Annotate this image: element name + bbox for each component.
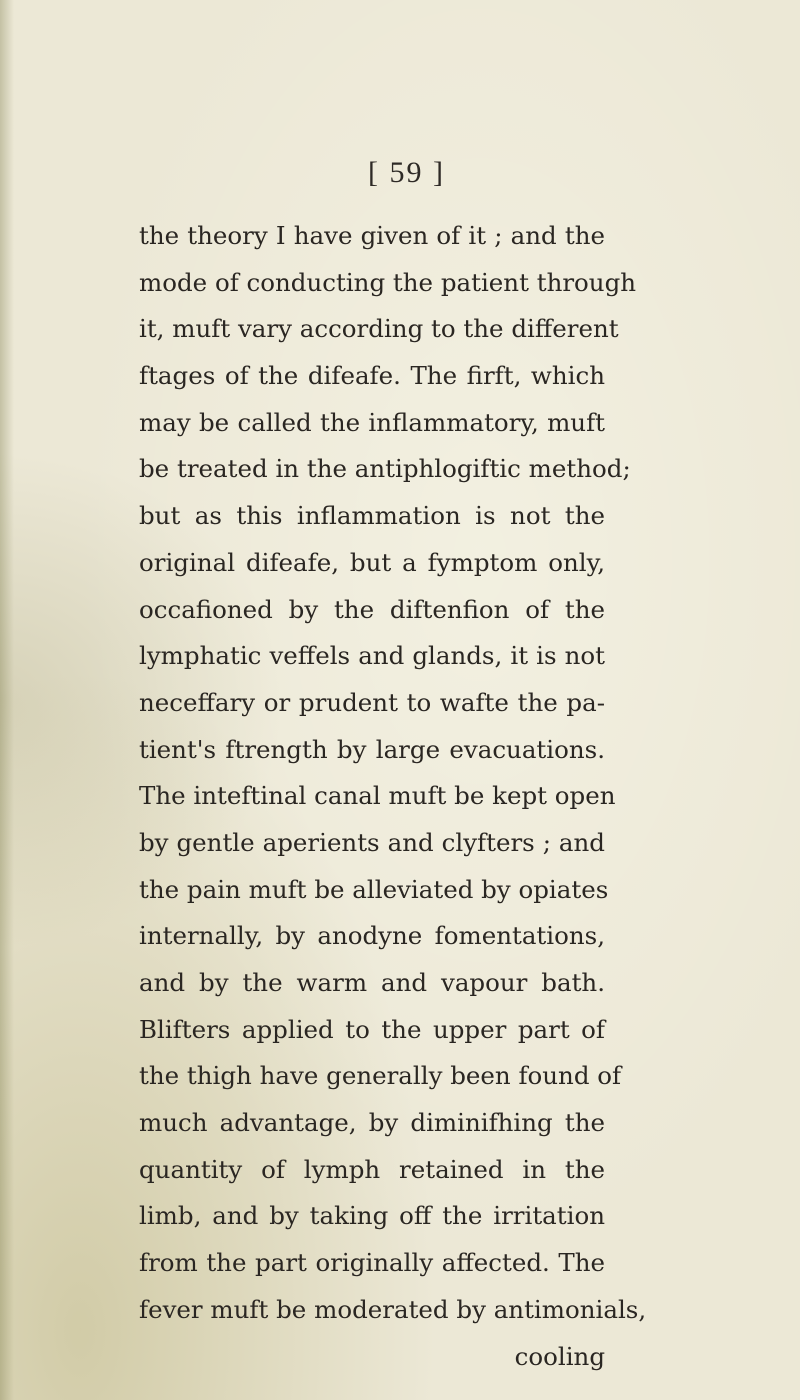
text-line: original difeafe, but a fymptom only, — [139, 547, 605, 577]
text-line: be treated in the antiphlogiftic method; — [139, 454, 631, 484]
text-line: but as this inflammation is not the — [139, 501, 605, 531]
text-line: occafioned by the diftenfion of the — [139, 594, 605, 624]
text-line: the pain muft be alleviated by opiates — [139, 874, 609, 904]
text-line: may be called the inflammatory, muft — [139, 407, 605, 437]
text-line: quantity of lymph retained in the — [139, 1154, 605, 1184]
text-line: the theory I have given of it ; and the — [139, 221, 605, 250]
text-line: and by the warm and vapour bath. — [139, 968, 605, 997]
body-text — [139, 213, 647, 1380]
page-edge-shadow — [0, 0, 14, 1400]
text-line: much advantage, by diminifhing the — [139, 1108, 605, 1138]
text-line: fever muft be moderated by antimonials, — [139, 1294, 647, 1324]
text-line: it, muft vary according to the different — [139, 314, 619, 344]
catchword: cooling — [514, 1341, 605, 1371]
text-line: The inteftinal canal muft be kept open — [139, 781, 616, 811]
text-line: from the part originally affected. The — [139, 1248, 605, 1278]
text-line: by gentle aperients and clyfters ; and — [139, 827, 605, 857]
text-line: internally, by anodyne fomentations, — [139, 921, 605, 951]
text-line: limb, and by taking off the irritation — [139, 1201, 605, 1231]
text-line: lymphatic veffels and glands, it is not — [139, 641, 605, 671]
page-number-header: [ 59 ] — [368, 156, 445, 189]
text-line: neceffary or prudent to wafte the pa- — [139, 687, 605, 717]
text-line: mode of conducting the patient through — [139, 267, 637, 297]
text-line: ftages of the difeafe. The firft, which — [139, 361, 605, 391]
text-line: the thigh have generally been found of — [139, 1061, 622, 1091]
text-line: Blifters applied to the upper part of — [139, 1014, 605, 1044]
text-line: tient's ftrength by large evacuations. — [139, 734, 605, 764]
